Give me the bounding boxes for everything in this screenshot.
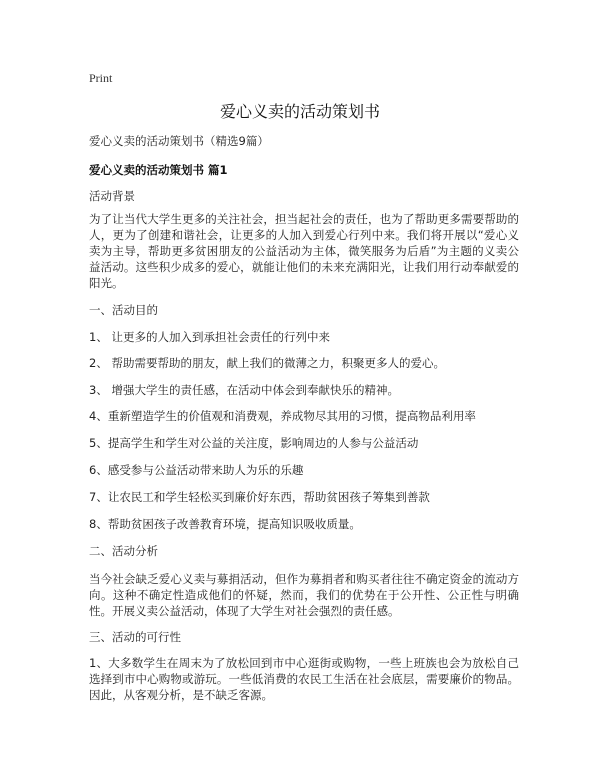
purpose-item: 2、 帮助需要帮助的朋友，献上我们的微薄之力，积聚更多人的爱心。 [89,356,445,370]
document-subtitle: 爱心义卖的活动策划书（精选9篇） [89,134,269,148]
background-heading: 活动背景 [89,189,135,203]
page-title: 爱心义卖的活动策划书 [219,102,380,121]
purpose-heading: 一、活动目的 [89,303,158,317]
purpose-item: 5、提高学生和学生对公益的关注度，影响周边的人参与公益活动 [89,436,419,450]
purpose-item: 6、感受参与公益活动带来助人为乐的乐趣 [89,463,304,477]
purpose-item: 8、帮助贫困孩子改善教育环境，提高知识吸收质量。 [89,517,361,531]
section-heading: 爱心义卖的活动策划书 篇1 [89,163,228,177]
feasibility-paragraph: 1、大多数学生在周末为了放松回到市中心逛街或购物，一些上班族也会为放松自己选择到市中心购物或游玩。一些低消费的农民工生活在社会底层，需要廉价的物品。因此，从客观分析，是不缺乏客源。 [89,656,519,702]
analysis-heading: 二、活动分析 [89,544,158,558]
purpose-item: 1、 让更多的人加入到承担社会责任的行列中来 [89,330,330,344]
purpose-item: 7、让农民工和学生轻松买到廉价好东西，帮助贫困孩子筹集到善款 [89,490,430,504]
feasibility-heading: 三、活动的可行性 [89,630,181,644]
background-paragraph: 为了让当代大学生更多的关注社会，担当起社会的责任，也为了帮助更多需要帮助的人，更为了创建和谐社会，让更多的人加入到爱心行列中来。我们将开展以“爱心义卖为主导，帮助更多贫困朋友的公益活动为主体，微笑服务为后盾”为主题的义卖公益活动。这些积少成多的爱心，就能让他们的未来充满阳光，让我们用行动奉献爱的阳光。 [89,212,519,290]
purpose-item: 3、 增强大学生的责任感，在活动中体会到奉献快乐的精神。 [89,383,399,397]
purpose-item: 4、重新塑造学生的价值观和消费观，养成物尽其用的习惯，提高物品利用率 [89,409,476,423]
analysis-paragraph: 当今社会缺乏爱心义卖与募捐活动，但作为募捐者和购买者往往不确定资金的流动方向。这种不确定性造成他们的怀疑，然而，我们的优势在于公开性、公正性与明确性。开展义卖公益活动，体现了大学生对社会强烈的责任感。 [89,572,519,618]
print-link[interactable]: Print [89,71,113,85]
